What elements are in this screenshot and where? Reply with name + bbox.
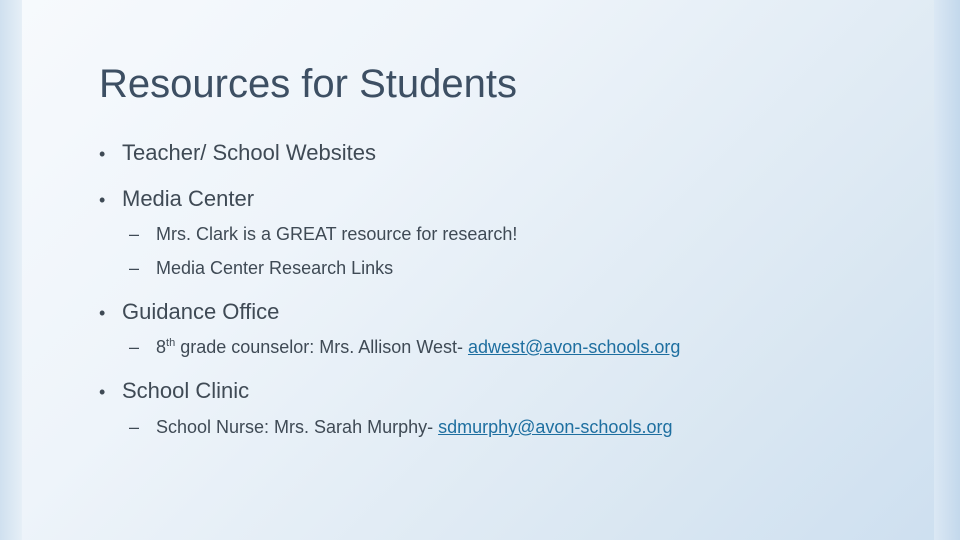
subbullet-text: School Nurse: Mrs. Sarah Murphy- (156, 417, 439, 437)
subbullet-text: grade counselor: Mrs. Allison West- (175, 337, 468, 357)
bullet-media-center (99, 186, 254, 212)
bullet-text: Teacher/ School Websites (122, 140, 376, 165)
bullet-guidance-office (99, 299, 279, 325)
counselor-email-link[interactable]: adwest@avon-schools.org (467, 337, 681, 357)
bullet-icon: • (99, 190, 106, 210)
bullet-teacher-websites (99, 140, 376, 166)
dash-icon: – (129, 337, 140, 357)
slide-left-edge (0, 0, 22, 540)
dash-icon: – (129, 224, 140, 244)
bullet-text: School Clinic (122, 378, 250, 403)
slide-right-edge (934, 0, 960, 540)
bullet-icon: • (99, 382, 106, 402)
subbullet-research-links (129, 258, 393, 279)
grade-superscript: th (166, 337, 176, 349)
subbullet-mrs-clark (129, 224, 517, 245)
dash-icon: – (129, 417, 140, 437)
subbullet-text: Mrs. Clark is a GREAT resource for research! (156, 224, 518, 244)
subbullet-school-nurse (129, 417, 672, 438)
bullet-school-clinic (99, 378, 249, 404)
nurse-email-link[interactable]: sdmurphy@avon-schools.org (438, 417, 673, 437)
dash-icon: – (129, 258, 140, 278)
subbullet-text: Media Center Research Links (156, 258, 394, 278)
slide-title: Resources for Students (99, 62, 517, 106)
subbullet-counselor (129, 337, 680, 358)
bullet-text: Guidance Office (122, 299, 280, 324)
bullet-icon: • (99, 144, 106, 164)
bullet-icon: • (99, 303, 106, 323)
bullet-text: Media Center (122, 186, 255, 211)
grade-number: 8 (156, 337, 167, 357)
